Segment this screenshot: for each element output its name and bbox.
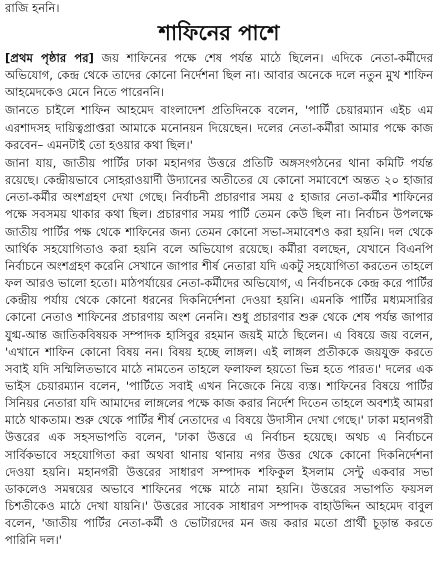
article-headline: শাফিনের পাশে bbox=[158, 21, 280, 45]
paragraph-text: জানতে চাইলে শাফিন আহমেদ বাংলাদেশ প্রতিদিনকে বলেন, 'পার্টি চেয়ারম্যান এইচ এম এরশাদসহ দায়িত্বপ্রাপ্তরা আমাকে মনোনয়ন দিয়েছেন। দলের নেতা-কর্মীরা আমার পক্ষে কাজ করবেন– এমনটাই তো হওয়ার কথা ছিল।' bbox=[5, 103, 433, 152]
article-paragraph bbox=[5, 155, 433, 550]
continuation-tag: [প্রথম পৃষ্ঠার পর] bbox=[5, 51, 94, 65]
article-paragraph bbox=[5, 102, 433, 153]
article-paragraph bbox=[5, 50, 433, 101]
article-body bbox=[5, 50, 433, 585]
previous-article-ending: রাজি হননি। bbox=[5, 1, 60, 15]
paragraph-text: জানা যায়, জাতীয় পার্টির ঢাকা মহানগর উত্তরে প্রতিটি অঙ্গসংগঠনের থানা কমিটি পর্যন্ত রয়েছে। কেন্দ্রীয়ভাবে সোহরাওয়ার্দী উদ্যানের অতীতের যে কোনো সমাবেশে অন্তত ২০ হাজার নেতা-কর্মীর অংশগ্রহণ দেখা গেছে। নির্বাচনী প্রচারণার সময় ৫ হাজার নেতা-কর্মীর শাফিনের পক্ষে সবসময় থাকার কথা ছিল। প্রচারণার সময় পার্টি তেমন কেউ ছিল না। নির্বাচন উপলক্ষে জাতীয় পার্টির পক্ষ থেকে শাফিনের জন্য তেমন কোনো সভা-সমাবেশও করা হয়নি। দল থেকে আর্থিক সহযোগিতাও করা হয়নি বলে অভিযোগ রয়েছে। কর্মীরা বলছেন, যেখানে বিএনপি নির্বাচনে অংশগ্রহণ করেনি সেখানে জাপার শীর্ষ নেতারা যদি একটু সহযোগিতা করতেন তাহলে ফল আরও ভালো হতো। মাঠপর্যায়ের নেতা-কর্মীদের অভিযোগ, এ নির্বাচনকে কেন্দ্র করে পার্টির কেন্দ্রীয় পর্যায় থেকে কোনো ধরনের দিকনির্দেশনা দেওয়া হয়নি। এমনকি পার্টির মধ্যমসারির কোনো নেতাও শাফিনের প্রচারণায় অংশ নেননি। শুধু প্রচারণার শুরু থেকে শেষ পর্যন্ত জাপার যুগ্ম-আন্ত জাতিকবিষয়ক সম্পাদক হাসিবুর রহমান জয়ই মাঠে ছিলেন। এ বিষয়ে জয় বলেন, 'এখানে শাফিন কোনো বিষয় নন। বিষয় হচ্ছে লাঙ্গল। এই লাঙ্গল প্রতীককে জয়যুক্ত করতে সবাই যদি সম্মিলিতভাবে মাঠে নামতেন তাহলে ফলাফল হয়তো ভিন্ন হতে পারত।' দলের এক ভাইস চেয়ারম্যান বলেন, 'পার্টিতে সবাই এখন নিজেকে নিয়ে ব্যস্ত। শাফিনের বিষয়ে পার্টির সিনিয়র নেতারা যদি আমাদের লাঙ্গলের পক্ষে কাজ করার নির্দেশ দিতেন তাহলে অবশ্যই আমরা মাঠে থাকতাম। শুরু থেকে পার্টির শীর্ষ নেতাদের এ বিষয়ে উদাসীন দেখা গেছে।' ঢাকা মহানগরী উত্তরের এক সহসভাপতি বলেন, 'ঢাকা উত্তরে এ নির্বাচন হয়েছে। অথচ এ নির্বাচনে সার্বিকভাবে সহযোগিতা করা অথবা থানায় থানায় নগর উত্তর থেকে কোনো দিকনির্দেশনা দেওয়া হয়নি। মহানগরী উত্তরের সাধারণ সম্পাদক শফিকুল ইসলাম সেন্টু একবার সভা ডাকলেও সমন্বয়ের অভাবে শাফিনের পক্ষে মাঠে নামা হয়নি। উত্তরের সভাপতি ফয়সল চিশতীকেও মাঠে দেখা যায়নি।' উত্তরের সাবেক সাধারণ সম্পাদক বাহাউদ্দিন আহমেদ বাবুল বলেন, 'জাতীয় পার্টির নেতা-কর্মী ও ভোটারদের মন জয় করার মতো প্রার্থী চূড়ান্ত করতে পারিনি দল।' bbox=[5, 155, 433, 548]
paragraph-text: জয় শাফিনের পক্ষে শেষ পর্যন্ত মাঠে ছিলেন। এদিকে নেতা-কর্মীদের অভিযোগ, কেন্দ্র থেকে তাদের কোনো নির্দেশনা ছিল না। আবার অনেকে দলে নতুন মুখ শাফিন আহমেদকেও মেনে নিতে পারেননি। bbox=[5, 51, 433, 100]
